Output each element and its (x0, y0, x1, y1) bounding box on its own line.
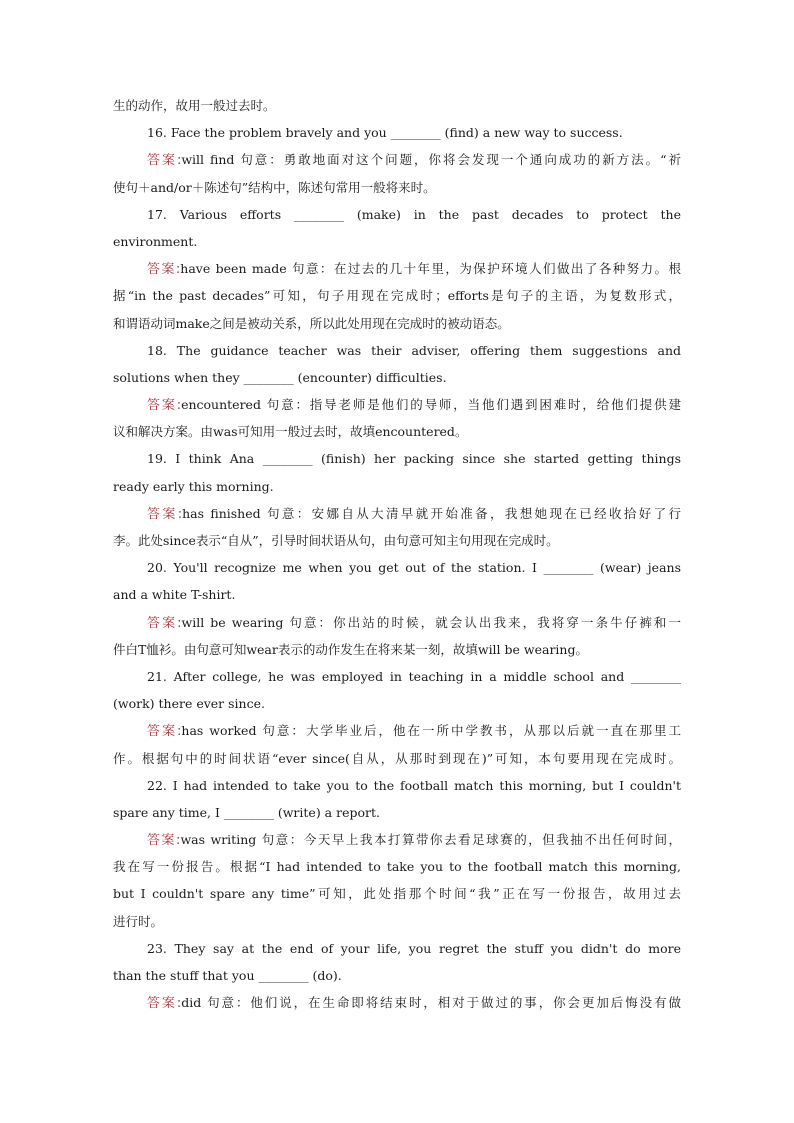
answer-label: 答案: (147, 262, 181, 278)
line-text: 使句＋and/or＋陈述句”结构中，陈述句常用一般将来时。 (113, 179, 436, 195)
line-text: 23. They say at the end of your life, you regret the stuff you didn't do more (147, 940, 681, 956)
text-line (113, 962, 681, 989)
line-text: encountered 句意：指导老师是他们的导师，当他们遇到困难时，给他们提供建 (181, 397, 681, 413)
answer-label: 答案: (147, 833, 181, 849)
text-line (113, 853, 681, 880)
answer-line (113, 500, 681, 527)
text-line (113, 690, 681, 717)
line-text: than the stuff that you ________ (do). (113, 968, 342, 983)
text-line (113, 418, 681, 445)
text-line (113, 445, 681, 472)
text-line (113, 337, 681, 364)
line-text: 作。根据句中的时间状语“ever since(自从，从那时到现在)”可知，本句要用现在完成时。 (113, 750, 681, 766)
text-line (113, 880, 681, 907)
answer-line (113, 391, 681, 418)
text-line (113, 282, 681, 309)
answer-line (113, 717, 681, 744)
text-line (113, 92, 681, 119)
line-text: 20. You'll recognize me when you get out of the station. I ________ (wear) jeans (147, 560, 681, 576)
line-text: will be wearing 句意：你出站的时候，就会认出我来，我将穿一条牛仔裤和一 (181, 614, 681, 630)
line-text: 22. I had intended to take you to the football match this morning, but I couldn't (147, 777, 681, 793)
answer-line (113, 609, 681, 636)
text-line (113, 310, 681, 337)
text-line (113, 745, 681, 772)
answer-label: 答案: (147, 615, 182, 631)
line-text: environment. (113, 233, 198, 249)
answer-line (113, 146, 681, 173)
line-text: 17. Various efforts ________ (make) in the past decades to protect the (147, 206, 681, 222)
line-text: 我在写一份报告。根据“I had intended to take you to the football match this morning, (113, 859, 681, 875)
line-text: have been made 句意：在过去的几十年里，为保护环境人们做出了各种努力。根 (180, 261, 681, 277)
text-line (113, 908, 681, 935)
answer-line (113, 255, 681, 282)
answer-label: 答案: (147, 996, 182, 1012)
text-line (113, 473, 681, 500)
answer-label: 答案: (147, 724, 182, 740)
line-text: has worked 句意：大学毕业后，他在一所中学教书，从那以后就一直在那里工 (181, 723, 681, 739)
text-line (113, 174, 681, 201)
line-text: solutions when they ________ (encounter) difficulties. (113, 369, 447, 385)
answer-label: 答案: (147, 506, 183, 522)
line-text: will find 句意：勇敢地面对这个问题，你将会发现一个通向成功的新方法。“祈 (181, 152, 681, 168)
answer-line (113, 826, 681, 853)
text-line (113, 581, 681, 608)
line-text: but I couldn't spare any time”可知，此处指那个时间“我”正在写一份报告，故用过去 (113, 886, 681, 902)
line-text: spare any time, I ________ (write) a report. (113, 804, 380, 820)
text-line (113, 228, 681, 255)
text-line (113, 527, 681, 554)
line-text: and a white T-shirt. (113, 587, 236, 603)
line-text: ready early this morning. (113, 478, 274, 494)
text-line (113, 935, 681, 962)
text-line (113, 663, 681, 690)
text-line (113, 772, 681, 799)
line-text: has finished 句意：安娜自从大清早就开始准备，我想她现在已经收拾好了行 (182, 505, 681, 521)
line-text: 进行时。 (113, 913, 164, 929)
answer-label: 答案: (147, 398, 182, 414)
document-page (113, 92, 681, 1016)
answer-label: 答案: (147, 153, 182, 169)
line-text: 18. The guidance teacher was their adviser, offering them suggestions and (147, 342, 681, 358)
line-text: 据“in the past decades”可知，句子用现在完成时；efforts是句子的主语，为复数形式， (113, 288, 681, 304)
line-text: 16. Face the problem bravely and you ________ (find) a new way to success. (147, 125, 623, 141)
line-text: 件白T恤衫。由句意可知wear表示的动作发生在将来某一刻，故填will be wearing。 (113, 641, 588, 657)
text-line (113, 799, 681, 826)
line-text: was writing 句意：今天早上我本打算带你去看足球赛的，但我抽不出任何时间， (180, 832, 681, 848)
answer-line (113, 989, 681, 1016)
line-text: did 句意：他们说，在生命即将结束时，相对于做过的事，你会更加后悔没有做 (181, 995, 681, 1011)
line-text: 生的动作，故用一般过去时。 (113, 98, 276, 113)
line-text: 19. I think Ana ________ (finish) her packing since she started getting things (147, 451, 681, 467)
line-text: 李。此处since表示“自从”，引导时间状语从句，由句意可知主句用现在完成时。 (113, 533, 559, 548)
text-line (113, 636, 681, 663)
line-text: 议和解决方案。由was可知用一般过去时，故填encountered。 (113, 424, 468, 440)
text-line (113, 119, 681, 146)
line-text: 21. After college, he was employed in teaching in a middle school and ________ (147, 668, 681, 684)
text-line (113, 201, 681, 228)
text-line (113, 364, 681, 391)
line-text: (work) there ever since. (113, 696, 265, 712)
text-line (113, 554, 681, 581)
line-text: 和谓语动词make之间是被动关系，所以此处用现在完成时的被动语态。 (113, 315, 510, 331)
